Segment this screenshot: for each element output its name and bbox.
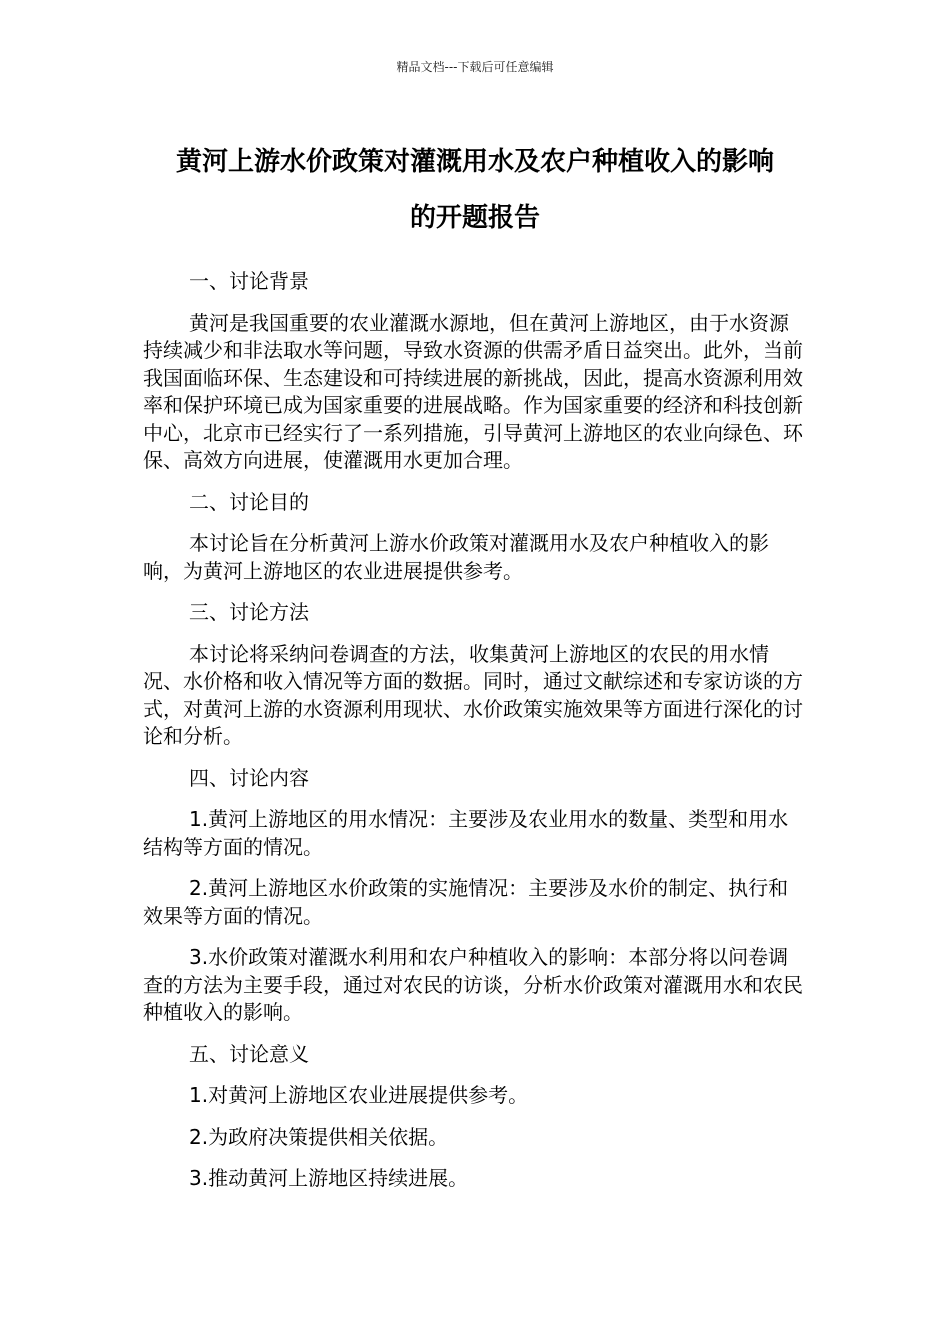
paragraph-method: 本讨论将采纳问卷调查的方法，收集黄河上游地区的农民的用水情况、水价格和收入情况等方面的数据。同时，通过文献综述和专家访谈的方式，对黄河上游的水资源利用现状、水价政策实施效果等方面进行深化的讨论和分析。 xyxy=(143,641,803,748)
content-item-1: 1.黄河上游地区的用水情况：主要涉及农业用水的数量、类型和用水结构等方面的情况。 xyxy=(143,807,789,859)
page-header: 精品文档---下载后可任意编辑 xyxy=(396,60,554,74)
section-heading-background: 一、讨论背景 xyxy=(189,269,309,293)
significance-item-3: 3.推动黄河上游地区持续进展。 xyxy=(189,1166,469,1190)
title-line-1: 黄河上游水价政策对灌溉用水及农户种植收入的影响 xyxy=(175,147,774,177)
content-item-2: 2.黄河上游地区水价政策的实施情况：主要涉及水价的制定、执行和效果等方面的情况。 xyxy=(143,876,789,928)
title-line-2: 的开题报告 xyxy=(409,203,540,233)
document-body xyxy=(143,268,808,1207)
content-item-3: 3.水价政策对灌溉水利用和农户种植收入的影响：本部分将以问卷调查的方法为主要手段，通过对农民的访谈，分析水价政策对灌溉用水和农民种植收入的影响。 xyxy=(143,945,803,1024)
section-heading-significance: 五、讨论意义 xyxy=(189,1041,309,1066)
document-title xyxy=(120,134,830,246)
paragraph-purpose: 本讨论旨在分析黄河上游水价政策对灌溉用水及农户种植收入的影响，为黄河上游地区的农业进展提供参考。 xyxy=(143,531,769,583)
significance-item-2: 2.为政府决策提供相关依据。 xyxy=(189,1124,449,1149)
significance-item-1: 1.对黄河上游地区农业进展提供参考。 xyxy=(189,1083,529,1107)
section-heading-purpose: 二、讨论目的 xyxy=(189,489,309,514)
section-heading-content: 四、讨论内容 xyxy=(189,765,309,790)
section-heading-method: 三、讨论方法 xyxy=(189,600,309,624)
paragraph-background: 黄河是我国重要的农业灌溉水源地，但在黄河上游地区，由于水资源持续减少和非法取水等问题，导致水资源的供需矛盾日益突出。此外，当前我国面临环保、生态建设和可持续进展的新挑战，因此，提高水资源利用效率和保护环境已成为国家重要的进展战略。作为国家重要的经济和科技创新中心，北京市已经实行了一系列措施，引导黄河上游地区的农业向绿色、环保、高效方向进展，使灌溉用水更加合理。 xyxy=(143,310,803,472)
